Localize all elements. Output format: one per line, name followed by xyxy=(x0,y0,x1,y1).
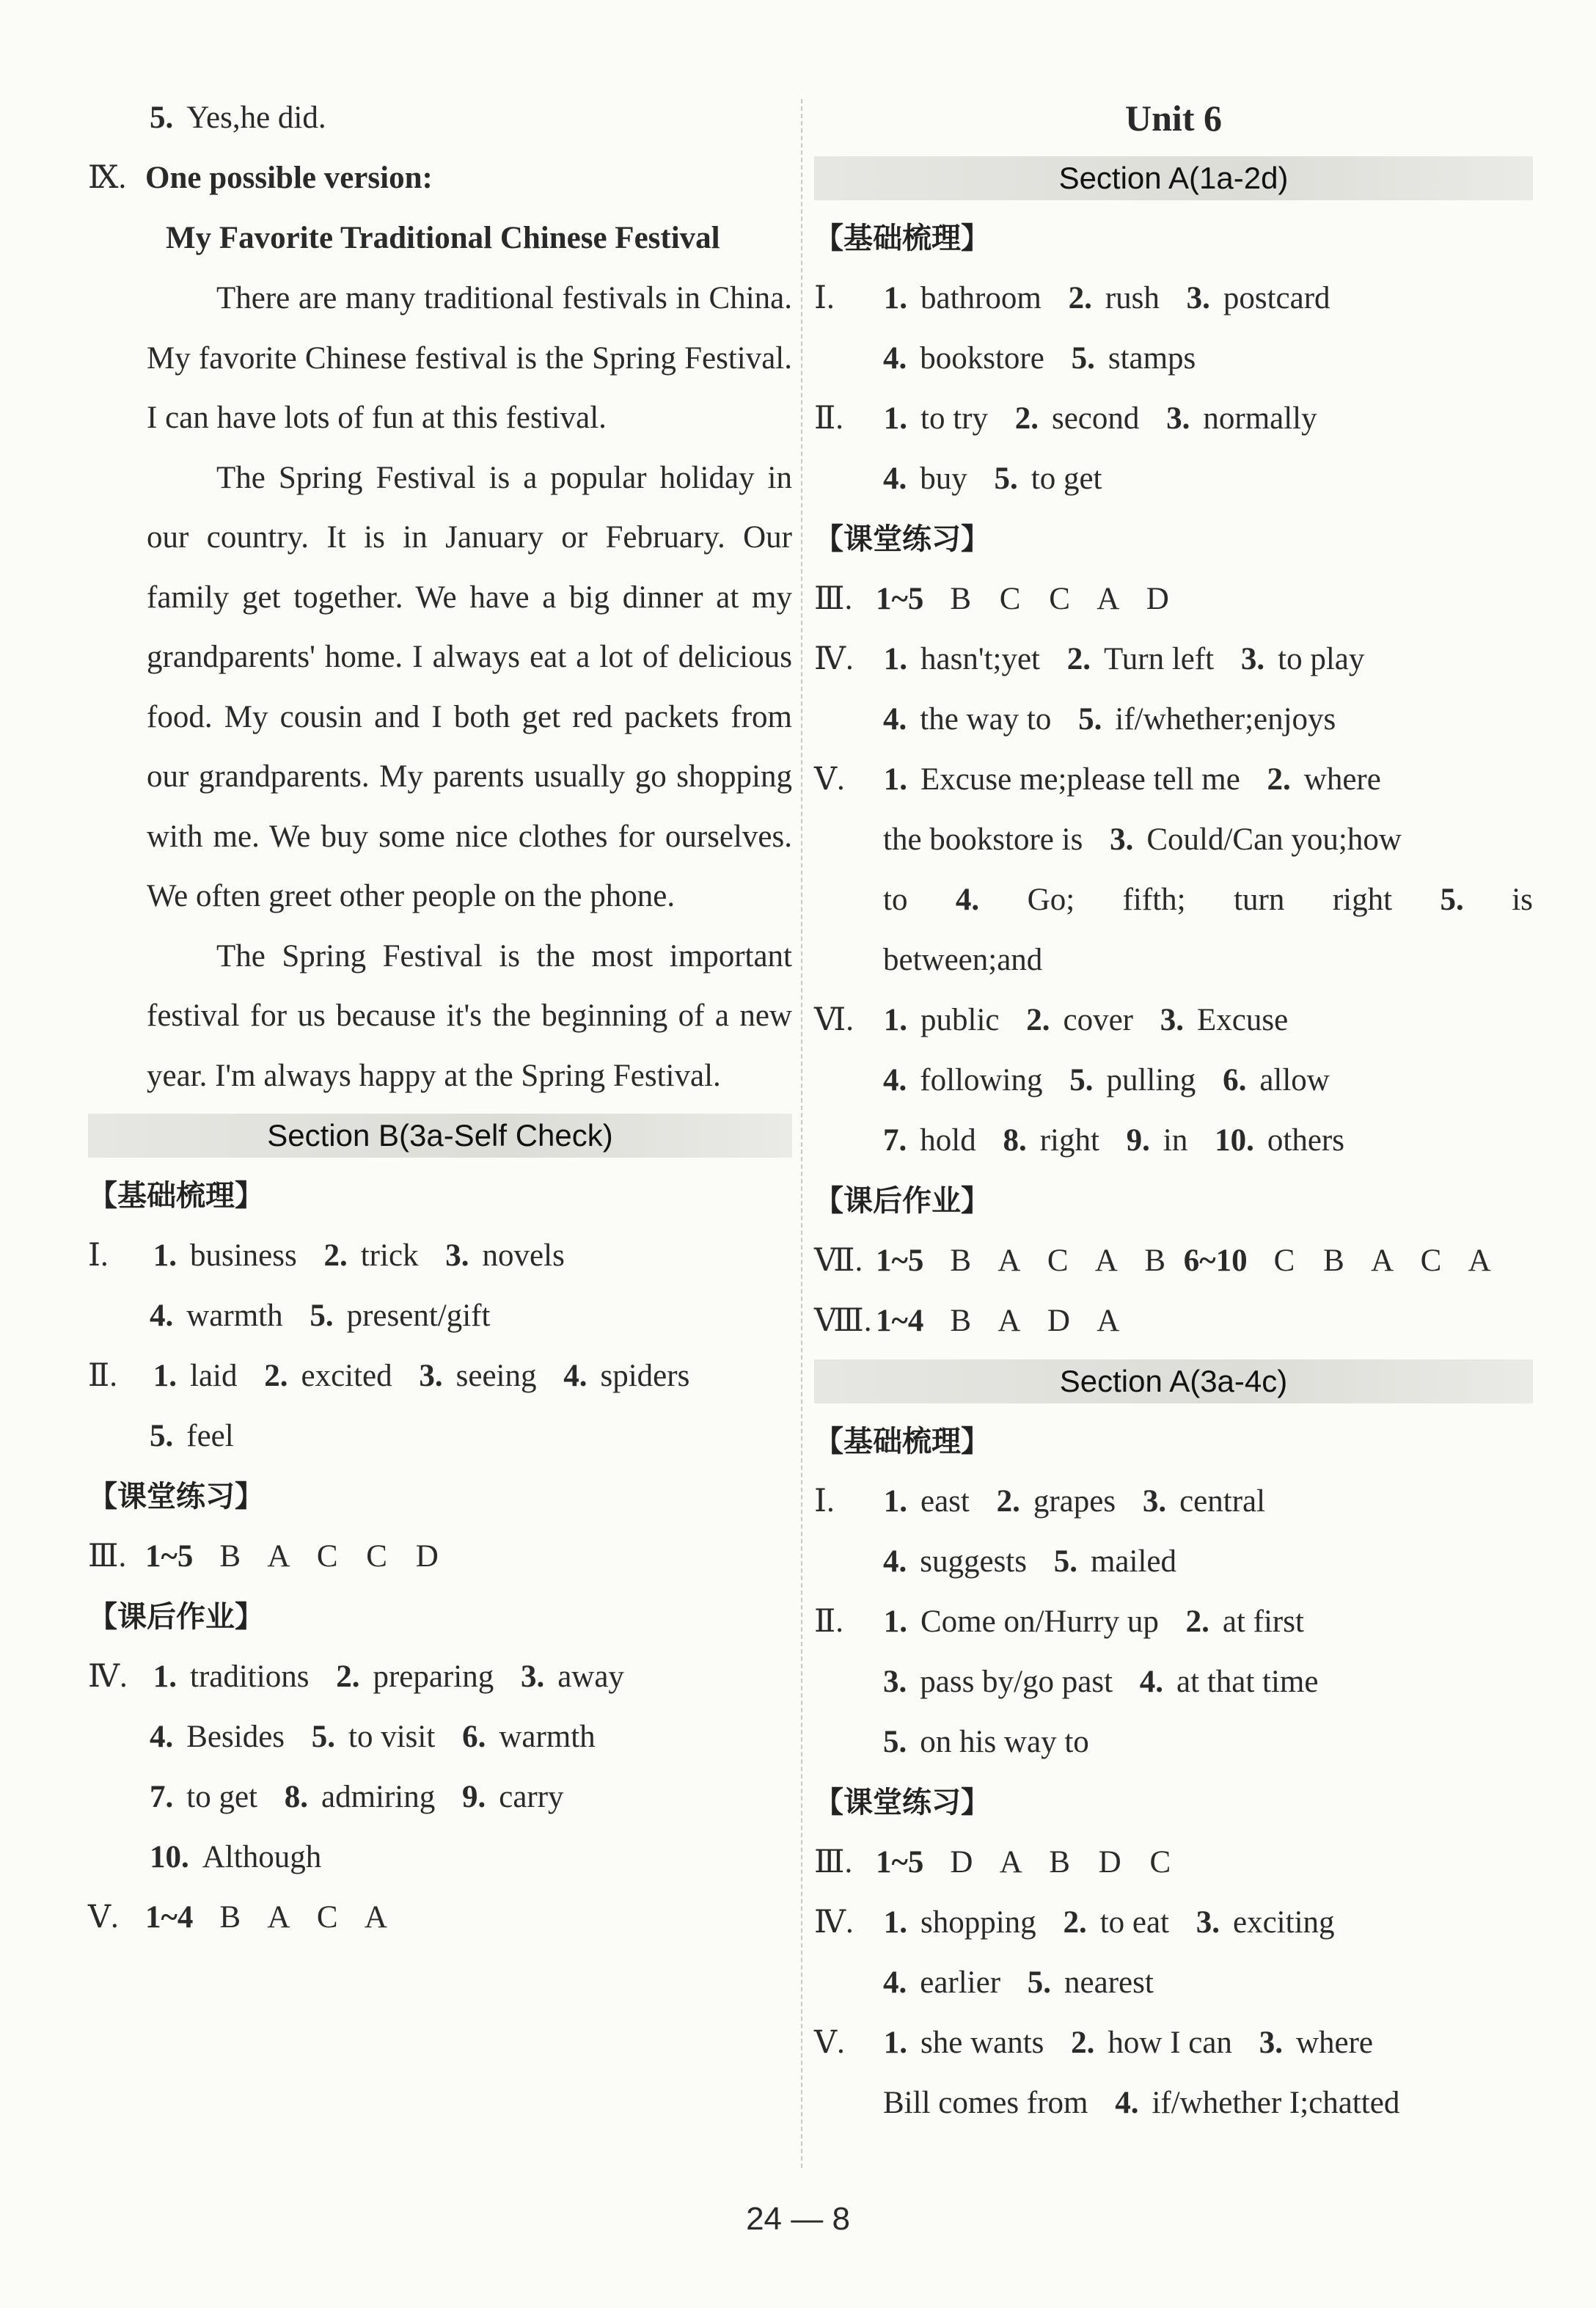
subheading: 【基础梳理】 xyxy=(88,1179,264,1213)
essay-title: My Favorite Traditional Chinese Festival xyxy=(166,221,720,255)
section-header: Section B(3a-Self Check) xyxy=(88,1114,792,1158)
exercise-line: between;and xyxy=(883,943,1043,977)
answer-line: 5. Yes,he did. xyxy=(150,101,326,135)
exercise-line: Ⅰ. 1. business 2. trick 3. novels xyxy=(88,1238,565,1273)
exercise-line: Ⅱ. 1. laid 2. excited 3. seeing 4. spiders xyxy=(88,1359,690,1393)
subheading: 【课堂练习】 xyxy=(88,1480,264,1513)
essay-paragraph: The Spring Festival is a popular holiday in our country. It is in January or February. Our family get together. We have a big dinner at my grandparents' home. I always eat a lot of delicious food. My cousin and I both get red packets from our grandparents. My parents usually go shopping with me. We buy some nice clothes for ourselves. We often greet other people on the phone. xyxy=(147,460,792,913)
exercise-line: 4. buy 5. to get xyxy=(883,461,1102,496)
exercise-line: Ⅴ. 1~4 B A C A xyxy=(88,1900,398,1935)
section-header: Section A(3a-4c) xyxy=(814,1359,1533,1403)
section-header: Section A(1a-2d) xyxy=(814,156,1533,200)
exercise-line: 4. the way to 5. if/whether;enjoys xyxy=(883,702,1336,737)
exercise-line: Ⅰ. 1. bathroom 2. rush 3. postcard xyxy=(814,281,1330,315)
exercise-line: Ⅶ. 1~5 B A C A B 6~10 C B A C A xyxy=(814,1244,1501,1278)
exercise-line: 7. hold 8. right 9. in 10. others xyxy=(883,1123,1344,1158)
exercise-line: Ⅴ. 1. Excuse me;please tell me 2. where xyxy=(814,762,1381,797)
exercise-line: 4. earlier 5. nearest xyxy=(883,1965,1154,2000)
exercise-line: 4. bookstore 5. stamps xyxy=(883,341,1196,376)
subheading: 【课堂练习】 xyxy=(814,522,990,556)
exercise-line: 5. on his way to xyxy=(883,1725,1089,1759)
exercise-line: 3. pass by/go past 4. at that time xyxy=(883,1665,1319,1699)
exercise-line: Ⅴ. 1. she wants 2. how I can 3. where xyxy=(814,2026,1373,2060)
exercise-line: Ⅲ. 1~5 B A C C D xyxy=(88,1539,449,1574)
subheading: 【课堂练习】 xyxy=(814,1786,990,1819)
exercise-line: to 4. Go; fifth; turn right 5. is xyxy=(883,883,1533,917)
exercise-line: Ⅱ. 1. to try 2. second 3. normally xyxy=(814,401,1317,436)
unit-title: Unit 6 xyxy=(1125,98,1222,139)
exercise-line: Ⅳ. 1. shopping 2. to eat 3. exciting xyxy=(814,1905,1335,1940)
exercise-line: 7. to get 8. admiring 9. carry xyxy=(150,1780,564,1814)
page-number: 24 — 8 xyxy=(746,2201,850,2237)
essay-paragraph: The Spring Festival is the most important festival for us because it's the beginning of a new year. I'm always happy at the Spring Festival. xyxy=(147,938,792,1093)
exercise-line: Ⅰ. 1. east 2. grapes 3. central xyxy=(814,1484,1266,1519)
exercise-line: Ⅲ. 1~5 D A B D C xyxy=(814,1845,1182,1880)
subheading: 【课后作业】 xyxy=(88,1600,264,1634)
essay-paragraph: There are many traditional festivals in China. My favorite Chinese festival is the Spring Festival. I can have lots of fun at this festival. xyxy=(147,281,792,435)
exercise-ix-header: Ⅸ. One possible version: xyxy=(88,161,433,195)
exercise-line: Ⅷ. 1~4 B A D A xyxy=(814,1304,1130,1338)
exercise-line: 5. feel xyxy=(150,1419,234,1453)
exercise-line: 4. following 5. pulling 6. allow xyxy=(883,1063,1330,1098)
exercise-line: the bookstore is 3. Could/Can you;how xyxy=(883,822,1402,857)
exercise-line: 4. Besides 5. to visit 6. warmth xyxy=(150,1720,596,1754)
right-column xyxy=(814,88,1533,2133)
exercise-line: Ⅳ. 1. hasn't;yet 2. Turn left 3. to play xyxy=(814,642,1365,676)
left-column xyxy=(88,88,792,1948)
exercise-line: Ⅳ. 1. traditions 2. preparing 3. away xyxy=(88,1659,624,1694)
column-divider xyxy=(801,99,802,2168)
exercise-line: 4. warmth 5. present/gift xyxy=(150,1299,491,1333)
exercise-line: Bill comes from 4. if/whether I;chatted xyxy=(883,2086,1400,2120)
subheading: 【课后作业】 xyxy=(814,1184,990,1218)
subheading: 【基础梳理】 xyxy=(814,222,990,255)
exercise-line: 4. suggests 5. mailed xyxy=(883,1544,1176,1579)
exercise-line: Ⅵ. 1. public 2. cover 3. Excuse xyxy=(814,1003,1289,1037)
exercise-line: Ⅲ. 1~5 B C C A D xyxy=(814,582,1179,616)
exercise-line: 10. Although xyxy=(150,1840,322,1874)
exercise-line: Ⅱ. 1. Come on/Hurry up 2. at first xyxy=(814,1604,1304,1639)
subheading: 【基础梳理】 xyxy=(814,1425,990,1458)
